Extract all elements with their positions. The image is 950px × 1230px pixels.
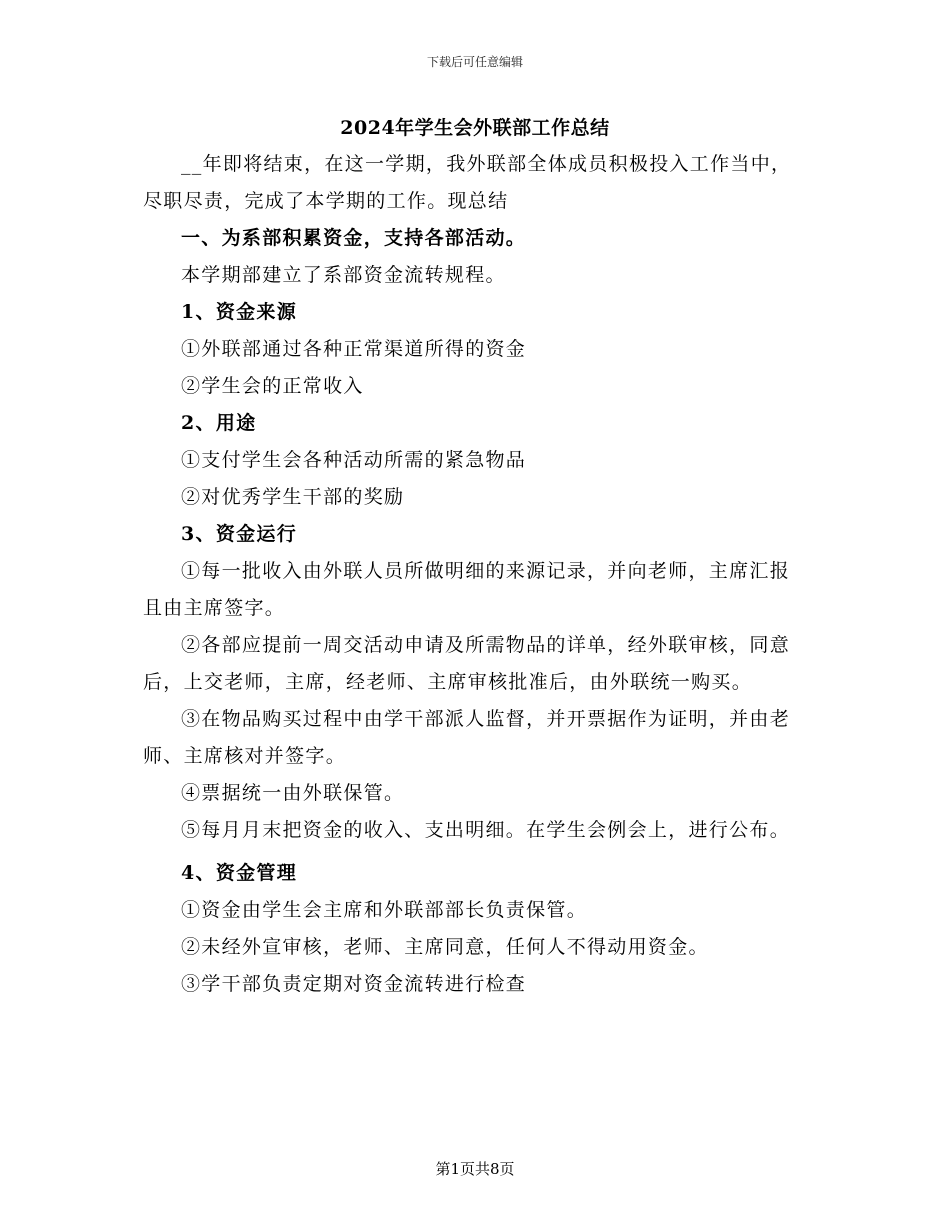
list-item: ②未经外宣审核，老师、主席同意，任何人不得动用资金。 (181, 936, 709, 958)
section-heading-1: 一、为系部积累资金，支持各部活动。 (181, 227, 527, 249)
list-item: ②学生会的正常收入 (181, 375, 364, 397)
list-item: ①外联部通过各种正常渠道所得的资金 (181, 338, 527, 360)
document-body (143, 146, 807, 1003)
list-item: ③学干部负责定期对资金流转进行检查 (181, 973, 527, 995)
list-item: ③在物品购买过程中由学干部派人监督，并开票据作为证明，并由老师、主席核对并签字。 (143, 708, 791, 767)
header-note: 下载后可任意编辑 (426, 55, 523, 69)
list-item: ②各部应提前一周交活动申请及所需物品的详单，经外联审核，同意后，上交老师，主席，经老师、主席审核批准后，由外联统一购买。 (143, 634, 791, 693)
document-title: 2024年学生会外联部工作总结 (340, 117, 610, 139)
list-item: ①每一批收入由外联人员所做明细的来源记录，并向老师，主席汇报且由主席签字。 (143, 560, 791, 619)
paragraph: 本学期部建立了系部资金流转规程。 (181, 264, 506, 286)
page-number: 第1页共8页 (435, 1160, 515, 1178)
list-item: ①资金由学生会主席和外联部部长负责保管。 (181, 899, 588, 921)
subheading-fund-operation: 3、资金运行 (181, 523, 298, 545)
list-item: ②对优秀学生干部的奖励 (181, 486, 405, 508)
paragraph-intro: __年即将结束，在这一学期，我外联部全体成员积极投入工作当中，尽职尽责，完成了本学期的工作。现总结 (143, 153, 792, 212)
subheading-fund-management: 4、资金管理 (181, 862, 298, 884)
list-item: ①支付学生会各种活动所需的紧急物品 (181, 449, 527, 471)
list-item: ⑤每月月末把资金的收入、支出明细。在学生会例会上，进行公布。 (181, 819, 791, 841)
list-item: ④票据统一由外联保管。 (181, 782, 405, 804)
subheading-usage: 2、用途 (181, 412, 257, 434)
subheading-funding-source: 1、资金来源 (181, 301, 298, 323)
